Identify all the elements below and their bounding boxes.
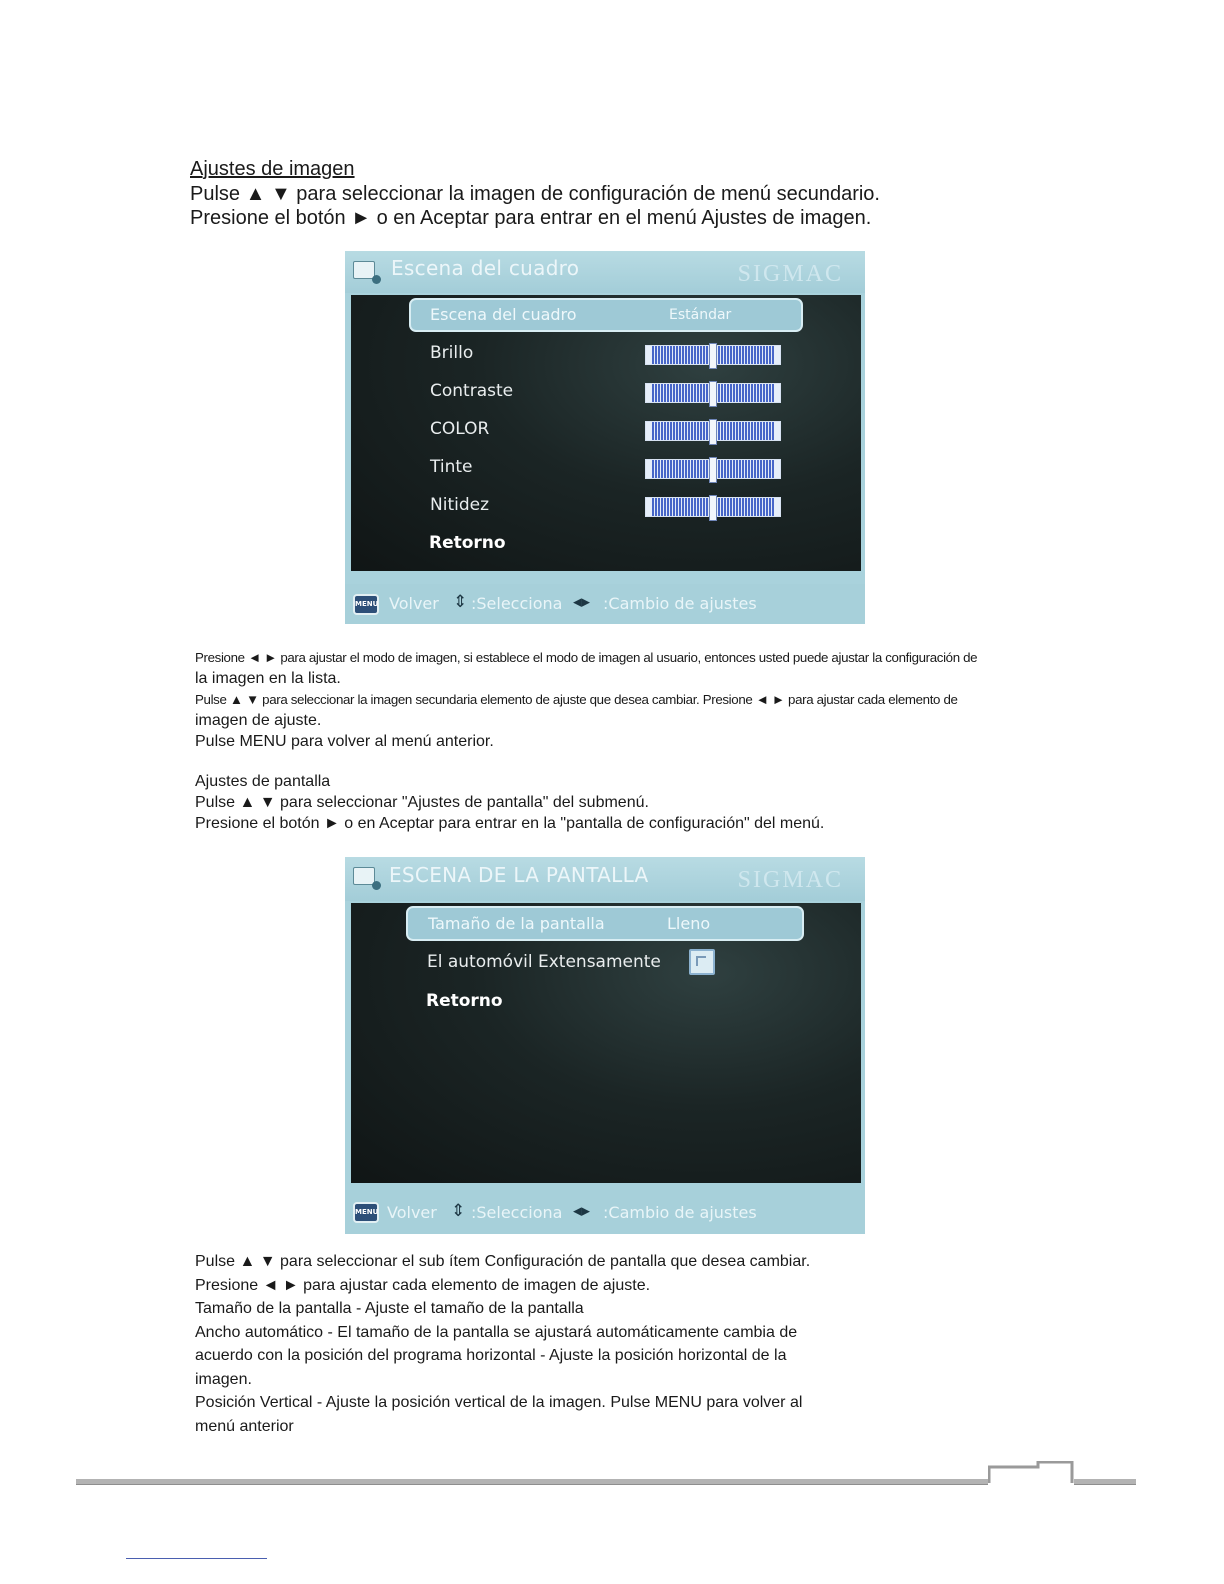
paragraph-line: Pulse MENU para volver al menú anterior. [195,733,494,750]
menu-item-nitidez-label[interactable]: Nitidez [430,495,490,515]
hint-select: :Selecciona [471,1203,563,1222]
contraste-slider[interactable] [645,383,781,403]
menu-item-color-label[interactable]: COLOR [430,419,490,439]
menu-item-auto-wide-label[interactable]: El automóvil Extensamente [427,952,661,972]
paragraph-line: Presione ◄ ► para ajustar cada elemento de imagen de ajuste. [195,1276,651,1294]
osd-footer-hints [345,1190,865,1234]
osd-menu-body [351,903,861,1183]
slider-left-cap [646,346,652,364]
left-right-arrows-icon: ◂▸ [573,592,591,612]
slider-left-cap [646,460,652,478]
osd-menu-body [351,295,861,571]
osd-title: ESCENA DE LA PANTALLA [389,863,649,887]
menu-item-label: Escena del cuadro [430,305,577,324]
menu-item-contraste-label[interactable]: Contraste [430,381,514,401]
brand-logo: SIGMAC [737,867,843,893]
auto-wide-checkbox[interactable] [689,949,715,975]
instruction-line: Pulse ▲ ▼ para seleccionar "Ajustes de pantalla" del submenú. [195,794,649,811]
paragraph-line: Ancho automático - El tamaño de la pantalla se ajustará automáticamente cambia de [195,1323,798,1341]
menu-icon: MENU [353,594,379,615]
instruction-line: Presione el botón ► o en Aceptar para entrar en el menú Ajustes de imagen. [190,207,872,229]
slider-left-cap [646,384,652,402]
up-down-arrows-icon: ⇕ [451,1201,466,1221]
page-number-tab [988,1461,1074,1485]
osd-screen-menu [345,857,865,1234]
menu-icon: MENU [353,1202,379,1223]
brand-logo: SIGMAC [737,261,843,287]
slider-right-cap [774,346,780,364]
menu-item-brillo-label[interactable]: Brillo [430,343,474,363]
slider-left-cap [646,422,652,440]
footer-rule [76,1479,988,1485]
section-heading: Ajustes de pantalla [195,773,331,790]
menu-item-return[interactable]: Retorno [429,533,506,553]
hint-back: Volver [387,1203,437,1222]
paragraph-line: acuerdo con la posición del programa horizontal - Ajuste la posición horizontal de la [195,1347,787,1364]
paragraph-line: Pulse ▲ ▼ para seleccionar la imagen secundaria elemento de ajuste que desea cambiar. Presione ◄ ► para ajustar cada elemento de [195,692,958,707]
osd-title: Escena del cuadro [391,256,580,280]
hint-change: :Cambio de ajustes [603,594,757,613]
menu-item-tinte-label[interactable]: Tinte [430,457,473,477]
brillo-slider[interactable] [645,345,781,365]
slider-knob[interactable] [709,381,717,407]
slider-knob[interactable] [709,495,717,521]
monitor-icon [353,867,375,885]
nitidez-slider[interactable] [645,497,781,517]
paragraph-line: Pulse ▲ ▼ para seleccionar el sub ítem Configuración de pantalla que desea cambiar. [195,1253,811,1270]
paragraph-line: imagen. [195,1370,252,1388]
instruction-line: Presione el botón ► o en Aceptar para entrar en la "pantalla de configuración" del menú. [195,815,825,832]
paragraph-line: Tamaño de la pantalla - Ajuste el tamaño de la pantalla [195,1300,584,1317]
hint-select: :Selecciona [471,594,563,613]
menu-item-label: Tamaño de la pantalla [428,914,605,933]
tinte-slider[interactable] [645,459,781,479]
hint-change: :Cambio de ajustes [603,1203,757,1222]
slider-right-cap [774,498,780,516]
up-down-arrows-icon: ⇕ [453,592,468,612]
section-heading: Ajustes de imagen [190,158,355,180]
footer-blue-line [126,1558,267,1559]
color-slider[interactable] [645,421,781,441]
slider-right-cap [774,460,780,478]
osd-title-bar [345,251,865,293]
section-screen-notes [195,1250,895,1438]
page-tab-outline [988,1461,1074,1485]
slider-knob[interactable] [709,343,717,369]
osd-title-bar [345,857,865,901]
paragraph-line: Presione ◄ ► para ajustar el modo de imagen, si establece el modo de imagen al usuario, entonces usted puede ajustar la configuración de [195,650,978,665]
left-right-arrows-icon: ◂▸ [573,1201,591,1221]
instruction-line: Pulse ▲ ▼ para seleccionar la imagen de configuración de menú secundario. [190,182,880,205]
osd-footer-hints [345,584,865,624]
menu-item-picture-mode[interactable] [409,298,803,332]
hint-back: Volver [389,594,439,613]
paragraph-line: Posición Vertical - Ajuste la posición vertical de la imagen. Pulse MENU para volver al [195,1394,803,1411]
slider-knob[interactable] [709,419,717,445]
osd-picture-menu [345,251,865,624]
paragraph-line: imagen de ajuste. [195,712,322,729]
footer-rule [1074,1479,1136,1485]
paragraph-line: menú anterior [195,1417,294,1435]
menu-item-value: Estándar [669,307,732,323]
menu-item-screen-size[interactable] [406,906,804,941]
slider-right-cap [774,384,780,402]
section-picture-notes [195,647,1015,752]
section-picture-settings [190,157,880,231]
monitor-icon [353,261,375,279]
slider-knob[interactable] [709,457,717,483]
slider-right-cap [774,422,780,440]
slider-left-cap [646,498,652,516]
menu-item-return[interactable]: Retorno [426,991,503,1011]
paragraph-line: la imagen en la lista. [195,670,341,687]
menu-item-value: Lleno [667,914,711,933]
section-screen-settings [195,771,824,834]
